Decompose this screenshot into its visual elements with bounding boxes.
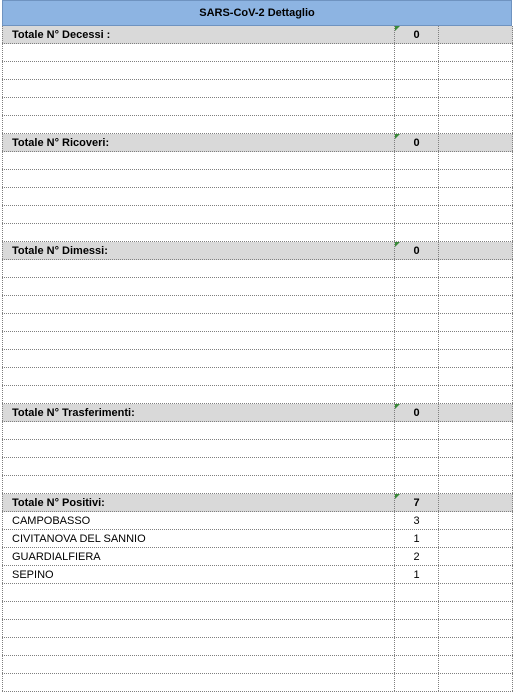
empty-cell[interactable]	[2, 296, 394, 313]
section-header-row[interactable]	[2, 242, 513, 260]
empty-cell[interactable]	[2, 314, 394, 331]
empty-cell[interactable]	[394, 440, 438, 457]
empty-cell[interactable]	[438, 170, 513, 187]
empty-cell[interactable]	[394, 152, 438, 169]
empty-row[interactable]	[2, 584, 513, 602]
empty-cell[interactable]	[2, 584, 394, 601]
spreadsheet	[2, 0, 513, 690]
empty-row[interactable]	[2, 98, 513, 116]
empty-cell[interactable]	[394, 350, 438, 367]
empty-cell[interactable]	[438, 350, 513, 367]
section-total[interactable]: 7	[394, 494, 438, 511]
empty-cell[interactable]	[2, 188, 394, 205]
empty-cell[interactable]	[438, 242, 513, 259]
empty-cell[interactable]	[2, 206, 394, 223]
empty-row[interactable]	[2, 656, 513, 674]
section-total[interactable]: 0	[394, 134, 438, 151]
empty-cell[interactable]	[394, 620, 438, 637]
empty-cell[interactable]	[2, 98, 394, 115]
empty-cell[interactable]	[2, 350, 394, 367]
empty-cell[interactable]	[394, 170, 438, 187]
cell-indicator-icon	[395, 404, 400, 409]
empty-cell[interactable]	[394, 260, 438, 277]
section-header-row[interactable]	[2, 134, 513, 152]
empty-cell[interactable]	[438, 440, 513, 457]
empty-cell[interactable]	[438, 386, 513, 403]
empty-cell[interactable]	[2, 458, 394, 475]
empty-cell[interactable]	[394, 224, 438, 241]
empty-row[interactable]	[2, 476, 513, 494]
empty-cell[interactable]	[394, 116, 438, 133]
empty-cell[interactable]	[394, 188, 438, 205]
section-total[interactable]: 0	[394, 242, 438, 259]
cell-indicator-icon	[395, 134, 400, 139]
empty-cell[interactable]	[394, 386, 438, 403]
municipality-count[interactable]: 1	[394, 566, 438, 583]
empty-row[interactable]	[2, 602, 513, 620]
municipality-name[interactable]: CAMPOBASSO	[2, 512, 394, 529]
empty-cell[interactable]	[394, 206, 438, 223]
empty-row[interactable]	[2, 62, 513, 80]
empty-row[interactable]	[2, 368, 513, 386]
empty-cell[interactable]	[394, 638, 438, 655]
empty-cell[interactable]	[438, 638, 513, 655]
empty-cell[interactable]	[394, 314, 438, 331]
municipality-count[interactable]: 2	[394, 548, 438, 565]
empty-cell[interactable]	[438, 80, 513, 97]
section-label[interactable]: Totale N° Decessi :	[2, 26, 394, 43]
empty-cell[interactable]	[2, 278, 394, 295]
empty-cell[interactable]	[394, 98, 438, 115]
empty-row[interactable]	[2, 170, 513, 188]
empty-row[interactable]	[2, 206, 513, 224]
empty-row[interactable]	[2, 674, 513, 692]
section-total[interactable]: 0	[394, 26, 438, 43]
empty-row[interactable]	[2, 188, 513, 206]
empty-cell[interactable]	[438, 422, 513, 439]
empty-cell[interactable]	[438, 602, 513, 619]
empty-cell[interactable]	[2, 674, 394, 691]
municipality-name[interactable]: SEPINO	[2, 566, 394, 583]
empty-row[interactable]	[2, 152, 513, 170]
empty-cell[interactable]	[2, 170, 394, 187]
empty-cell[interactable]	[2, 440, 394, 457]
empty-cell[interactable]	[438, 206, 513, 223]
table-row[interactable]	[2, 530, 513, 548]
empty-cell[interactable]	[2, 656, 394, 673]
empty-cell[interactable]	[2, 620, 394, 637]
cell-indicator-icon	[395, 494, 400, 499]
empty-cell[interactable]	[438, 116, 513, 133]
empty-cell[interactable]	[438, 404, 513, 421]
empty-cell[interactable]	[2, 152, 394, 169]
empty-row[interactable]	[2, 620, 513, 638]
empty-cell[interactable]	[438, 368, 513, 385]
empty-row[interactable]	[2, 458, 513, 476]
empty-cell[interactable]	[438, 530, 513, 547]
municipality-name[interactable]: CIVITANOVA DEL SANNIO	[2, 530, 394, 547]
empty-cell[interactable]	[438, 62, 513, 79]
empty-cell[interactable]	[2, 638, 394, 655]
municipality-name[interactable]: GUARDIALFIERA	[2, 548, 394, 565]
empty-row[interactable]	[2, 332, 513, 350]
empty-row[interactable]	[2, 296, 513, 314]
municipality-count[interactable]: 1	[394, 530, 438, 547]
empty-cell[interactable]	[394, 296, 438, 313]
empty-cell[interactable]	[438, 512, 513, 529]
table-row[interactable]	[2, 548, 513, 566]
empty-cell[interactable]	[438, 278, 513, 295]
section-header-row[interactable]	[2, 26, 513, 44]
empty-cell[interactable]	[438, 134, 513, 151]
empty-row[interactable]	[2, 260, 513, 278]
empty-cell[interactable]	[438, 674, 513, 691]
empty-cell[interactable]	[394, 332, 438, 349]
empty-cell[interactable]	[394, 80, 438, 97]
empty-cell[interactable]	[2, 332, 394, 349]
empty-cell[interactable]	[394, 278, 438, 295]
empty-cell[interactable]	[438, 332, 513, 349]
empty-cell[interactable]	[438, 224, 513, 241]
cell-indicator-icon	[395, 242, 400, 247]
empty-cell[interactable]	[438, 26, 513, 43]
empty-cell[interactable]	[394, 656, 438, 673]
empty-cell[interactable]	[2, 224, 394, 241]
section-label[interactable]: Totale N° Trasferimenti:	[2, 404, 394, 421]
empty-cell[interactable]	[438, 584, 513, 601]
section-total[interactable]: 0	[394, 404, 438, 421]
empty-row[interactable]	[2, 44, 513, 62]
empty-row[interactable]	[2, 116, 513, 134]
empty-cell[interactable]	[2, 260, 394, 277]
sheet-title[interactable]: SARS-CoV-2 Dettaglio	[2, 0, 512, 26]
empty-cell[interactable]	[438, 656, 513, 673]
empty-row[interactable]	[2, 278, 513, 296]
empty-cell[interactable]	[394, 674, 438, 691]
empty-cell[interactable]	[2, 476, 394, 493]
empty-cell[interactable]	[394, 422, 438, 439]
empty-cell[interactable]	[438, 494, 513, 511]
empty-cell[interactable]	[394, 458, 438, 475]
empty-cell[interactable]	[2, 602, 394, 619]
section-label[interactable]: Totale N° Positivi:	[2, 494, 394, 511]
empty-row[interactable]	[2, 224, 513, 242]
empty-row[interactable]	[2, 386, 513, 404]
empty-cell[interactable]	[438, 296, 513, 313]
section-label[interactable]: Totale N° Dimessi:	[2, 242, 394, 259]
empty-cell[interactable]	[438, 98, 513, 115]
empty-row[interactable]	[2, 314, 513, 332]
empty-cell[interactable]	[438, 620, 513, 637]
section-header-row[interactable]	[2, 404, 513, 422]
empty-cell[interactable]	[438, 44, 513, 61]
section-header-row[interactable]	[2, 494, 513, 512]
empty-row[interactable]	[2, 440, 513, 458]
empty-cell[interactable]	[438, 458, 513, 475]
empty-cell[interactable]	[2, 80, 394, 97]
empty-cell[interactable]	[438, 314, 513, 331]
empty-cell[interactable]	[394, 602, 438, 619]
municipality-count[interactable]: 3	[394, 512, 438, 529]
table-row[interactable]	[2, 566, 513, 584]
cell-indicator-icon	[395, 26, 400, 31]
empty-cell[interactable]	[2, 422, 394, 439]
empty-cell[interactable]	[394, 44, 438, 61]
table-row[interactable]	[2, 512, 513, 530]
empty-cell[interactable]	[394, 62, 438, 79]
empty-cell[interactable]	[438, 476, 513, 493]
empty-cell[interactable]	[438, 548, 513, 565]
empty-cell[interactable]	[438, 566, 513, 583]
empty-cell[interactable]	[438, 260, 513, 277]
empty-cell[interactable]	[394, 368, 438, 385]
empty-cell[interactable]	[438, 188, 513, 205]
empty-cell[interactable]	[2, 62, 394, 79]
empty-cell[interactable]	[438, 152, 513, 169]
empty-row[interactable]	[2, 638, 513, 656]
empty-row[interactable]	[2, 422, 513, 440]
empty-row[interactable]	[2, 80, 513, 98]
empty-cell[interactable]	[2, 368, 394, 385]
empty-cell[interactable]	[2, 44, 394, 61]
empty-cell[interactable]	[394, 584, 438, 601]
empty-row[interactable]	[2, 350, 513, 368]
empty-cell[interactable]	[2, 116, 394, 133]
empty-cell[interactable]	[2, 386, 394, 403]
section-label[interactable]: Totale N° Ricoveri:	[2, 134, 394, 151]
empty-cell[interactable]	[394, 476, 438, 493]
